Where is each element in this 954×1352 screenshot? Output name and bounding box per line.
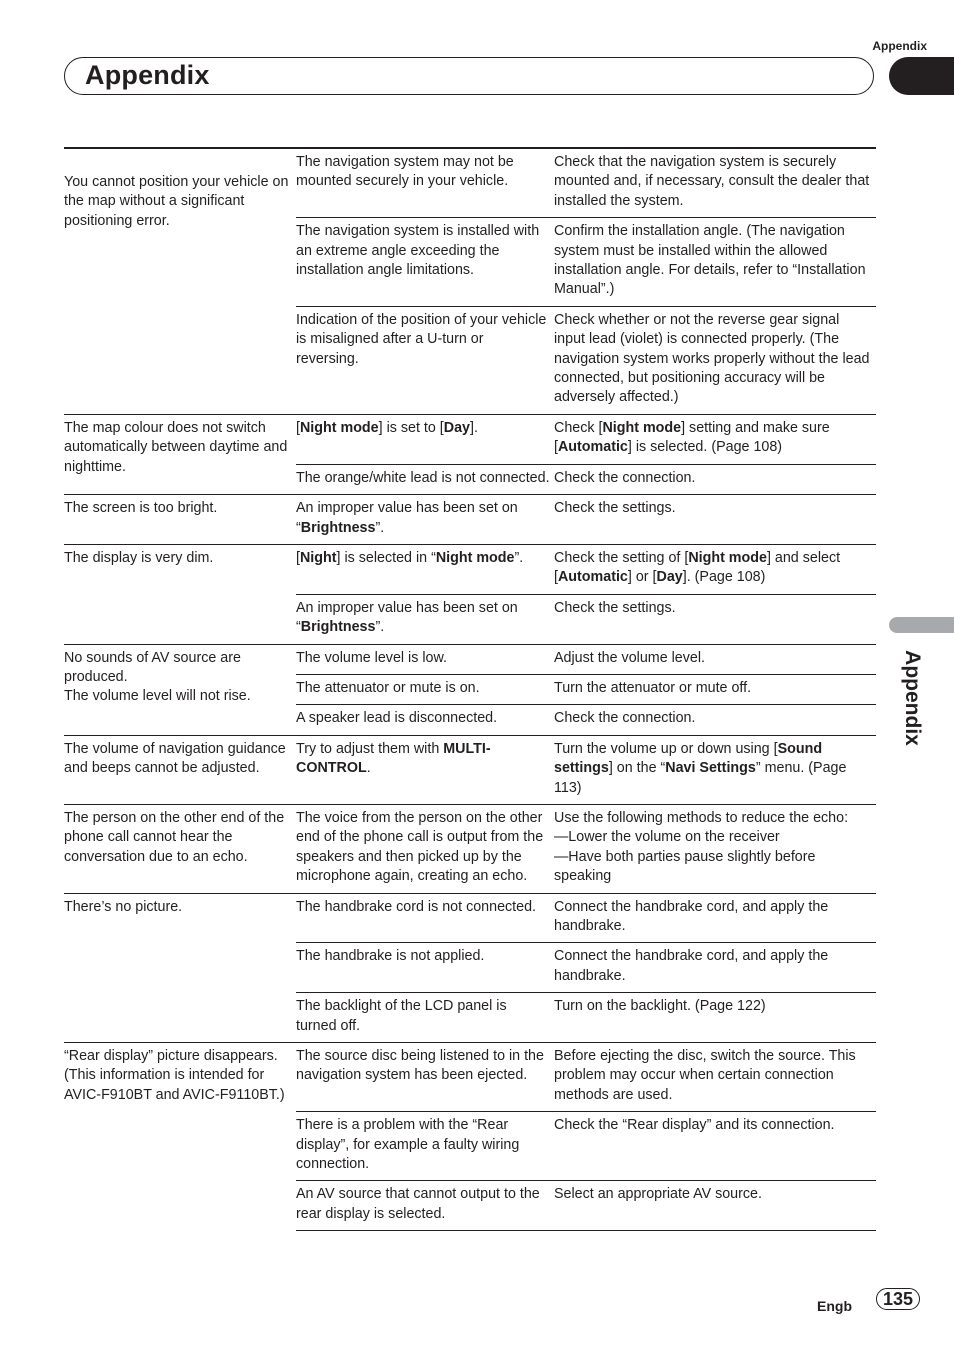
menu-term: Sound settings (554, 740, 823, 777)
text-run: [ (296, 549, 300, 566)
action-cell: Use the following methods to reduce the echo: —Lower the volume on the receiver —Have both parties pause slightly before speaking (554, 804, 876, 893)
menu-term: Automatic (557, 569, 628, 586)
text-run: ” menu. (Page 113) (554, 760, 847, 796)
menu-term: Navi Settings (665, 760, 756, 777)
action-cell: Turn the attenuator or mute off. (554, 674, 876, 704)
cause-cell: The navigation system is installed with an extreme angle exceeding the installation angle limitations. (296, 218, 554, 307)
symptom-cell: The screen is too bright. (64, 495, 296, 545)
text-run: ] and select [ (554, 549, 841, 586)
menu-term: Day (656, 569, 683, 586)
action-cell: Adjust the volume level. (554, 644, 876, 674)
action-cell: Check whether or not the reverse gear signal input lead (violet) is connected properly. (The navigation system works properly without the lead connected, but positioning accuracy will be adversely affected.) (554, 306, 876, 414)
cause-cell (296, 594, 554, 644)
action-cell: Confirm the installation angle. (The navigation system must be installed within the allowed installation angle. For details, refer to “Installation Manual”.) (554, 218, 876, 307)
text-run: Turn the volume up or down using [ (554, 740, 778, 757)
cause-cell: An AV source that cannot output to the rear display is selected. (296, 1181, 554, 1231)
side-tab-marker (889, 617, 954, 633)
text-run: ] is set to [ (378, 419, 444, 436)
side-tab-label: Appendix (901, 650, 924, 746)
cause-cell: Indication of the position of your vehicle is misaligned after a U-turn or reversing. (296, 306, 554, 414)
symptom-cell: The person on the other end of the phone call cannot hear the conversation due to an echo. (64, 804, 296, 893)
section-title-bar (64, 57, 874, 95)
text-run: . (366, 760, 371, 777)
symptom-cell: You cannot position your vehicle on the map without a significant positioning error. (64, 174, 289, 229)
page-number: 135 (876, 1288, 920, 1310)
menu-term: Night mode (435, 549, 515, 566)
menu-term: Night mode (602, 419, 682, 436)
menu-term: Night mode (688, 549, 767, 566)
text-run: ] or [ (627, 569, 657, 586)
text-run: Check [ (554, 419, 603, 436)
text-run: An improper value has been set on “ (296, 500, 518, 536)
table-row (64, 644, 876, 674)
action-cell: Select an appropriate AV source. (554, 1181, 876, 1231)
table-row (64, 893, 876, 943)
table-row (64, 414, 876, 464)
cause-cell: The attenuator or mute is on. (296, 674, 554, 704)
action-cell: Check that the navigation system is securely mounted and, if necessary, consult the dealer that installed the system. (554, 154, 870, 209)
action-cell: Before ejecting the disc, switch the source. This problem may occur when certain connection methods are used. (554, 1043, 876, 1112)
text-run: ”. (514, 549, 524, 566)
text-run: ] on the “ (608, 760, 666, 777)
action-cell (554, 544, 876, 594)
text-run: ]. (470, 419, 478, 436)
action-cell (554, 414, 876, 464)
menu-term: Brightness (300, 519, 376, 536)
action-cell: Turn on the backlight. (Page 122) (554, 993, 876, 1043)
text-run: Try to adjust them with (296, 740, 444, 757)
cause-cell: The backlight of the LCD panel is turned off. (296, 993, 554, 1043)
table-row (64, 1043, 876, 1112)
side-tab-label-box (894, 645, 930, 751)
text-run: An improper value has been set on “ (296, 599, 518, 636)
table-row (64, 544, 876, 594)
cause-cell: There is a problem with the “Rear display”, for example a faulty wiring connection. (296, 1112, 554, 1181)
table-row (64, 148, 876, 218)
cause-cell: The handbrake cord is not connected. (296, 893, 554, 943)
cause-cell: The voice from the person on the other end of the phone call is output from the speakers and then picked up by the microphone again, creating an echo. (296, 804, 554, 893)
section-tab-marker (889, 57, 954, 95)
symptom-cell: There’s no picture. (64, 893, 296, 1042)
cause-cell: The orange/white lead is not connected. (296, 464, 554, 494)
table-row (64, 495, 876, 545)
action-cell (554, 735, 876, 804)
footer-language: Engb (817, 1298, 852, 1314)
cause-cell: The volume level is low. (296, 644, 554, 674)
action-cell: Check the connection. (554, 464, 876, 494)
cause-cell (296, 495, 554, 545)
symptom-cell: No sounds of AV source are produced. The volume level will not rise. (64, 644, 296, 735)
menu-term: Night mode (299, 419, 379, 436)
text-run: ] is selected in “ (336, 549, 436, 566)
symptom-cell: The display is very dim. (64, 544, 296, 644)
action-cell: Connect the handbrake cord, and apply the handbrake. (554, 893, 876, 943)
menu-term: Night (299, 549, 337, 566)
action-cell: Connect the handbrake cord, and apply the handbrake. (554, 943, 876, 993)
cause-cell (296, 735, 554, 804)
table-row (64, 804, 876, 893)
page-title: Appendix (85, 60, 210, 90)
cause-cell (296, 544, 554, 594)
table-row (64, 735, 876, 804)
menu-term: Day (443, 419, 471, 436)
action-cell: Check the “Rear display” and its connection. (554, 1112, 876, 1181)
text-run: [ (296, 419, 300, 436)
cause-cell: A speaker lead is disconnected. (296, 705, 554, 735)
action-cell: Check the settings. (554, 594, 876, 644)
menu-term: MULTI-CONTROL (296, 740, 491, 777)
text-run: ] is selected. (Page 108) (627, 439, 783, 456)
cause-cell: The source disc being listened to in the navigation system has been ejected. (296, 1043, 554, 1112)
action-cell: Check the connection. (554, 705, 876, 735)
symptom-cell: “Rear display” picture disappears. (This information is intended for AVIC-F910BT and AVIC-F9110BT.) (64, 1043, 296, 1231)
text-run: ”. (375, 619, 385, 636)
action-cell: Check the settings. (554, 495, 876, 545)
cause-cell (296, 414, 554, 464)
text-run: ”. (375, 519, 385, 536)
symptom-cell: The map colour does not switch automatically between daytime and nighttime. (64, 414, 296, 494)
text-run: ]. (Page 108) (682, 569, 766, 586)
cause-cell: The navigation system may not be mounted securely in your vehicle. (296, 154, 514, 190)
menu-term: Automatic (557, 439, 628, 456)
cause-cell: The handbrake is not applied. (296, 943, 554, 993)
running-head: Appendix (872, 39, 927, 53)
menu-term: Brightness (300, 619, 376, 636)
text-run: Check the setting of [ (554, 549, 689, 566)
troubleshooting-table (64, 147, 876, 1231)
symptom-cell: The volume of navigation guidance and beeps cannot be adjusted. (64, 735, 296, 804)
text-run: ] setting and make sure [ (554, 419, 830, 456)
